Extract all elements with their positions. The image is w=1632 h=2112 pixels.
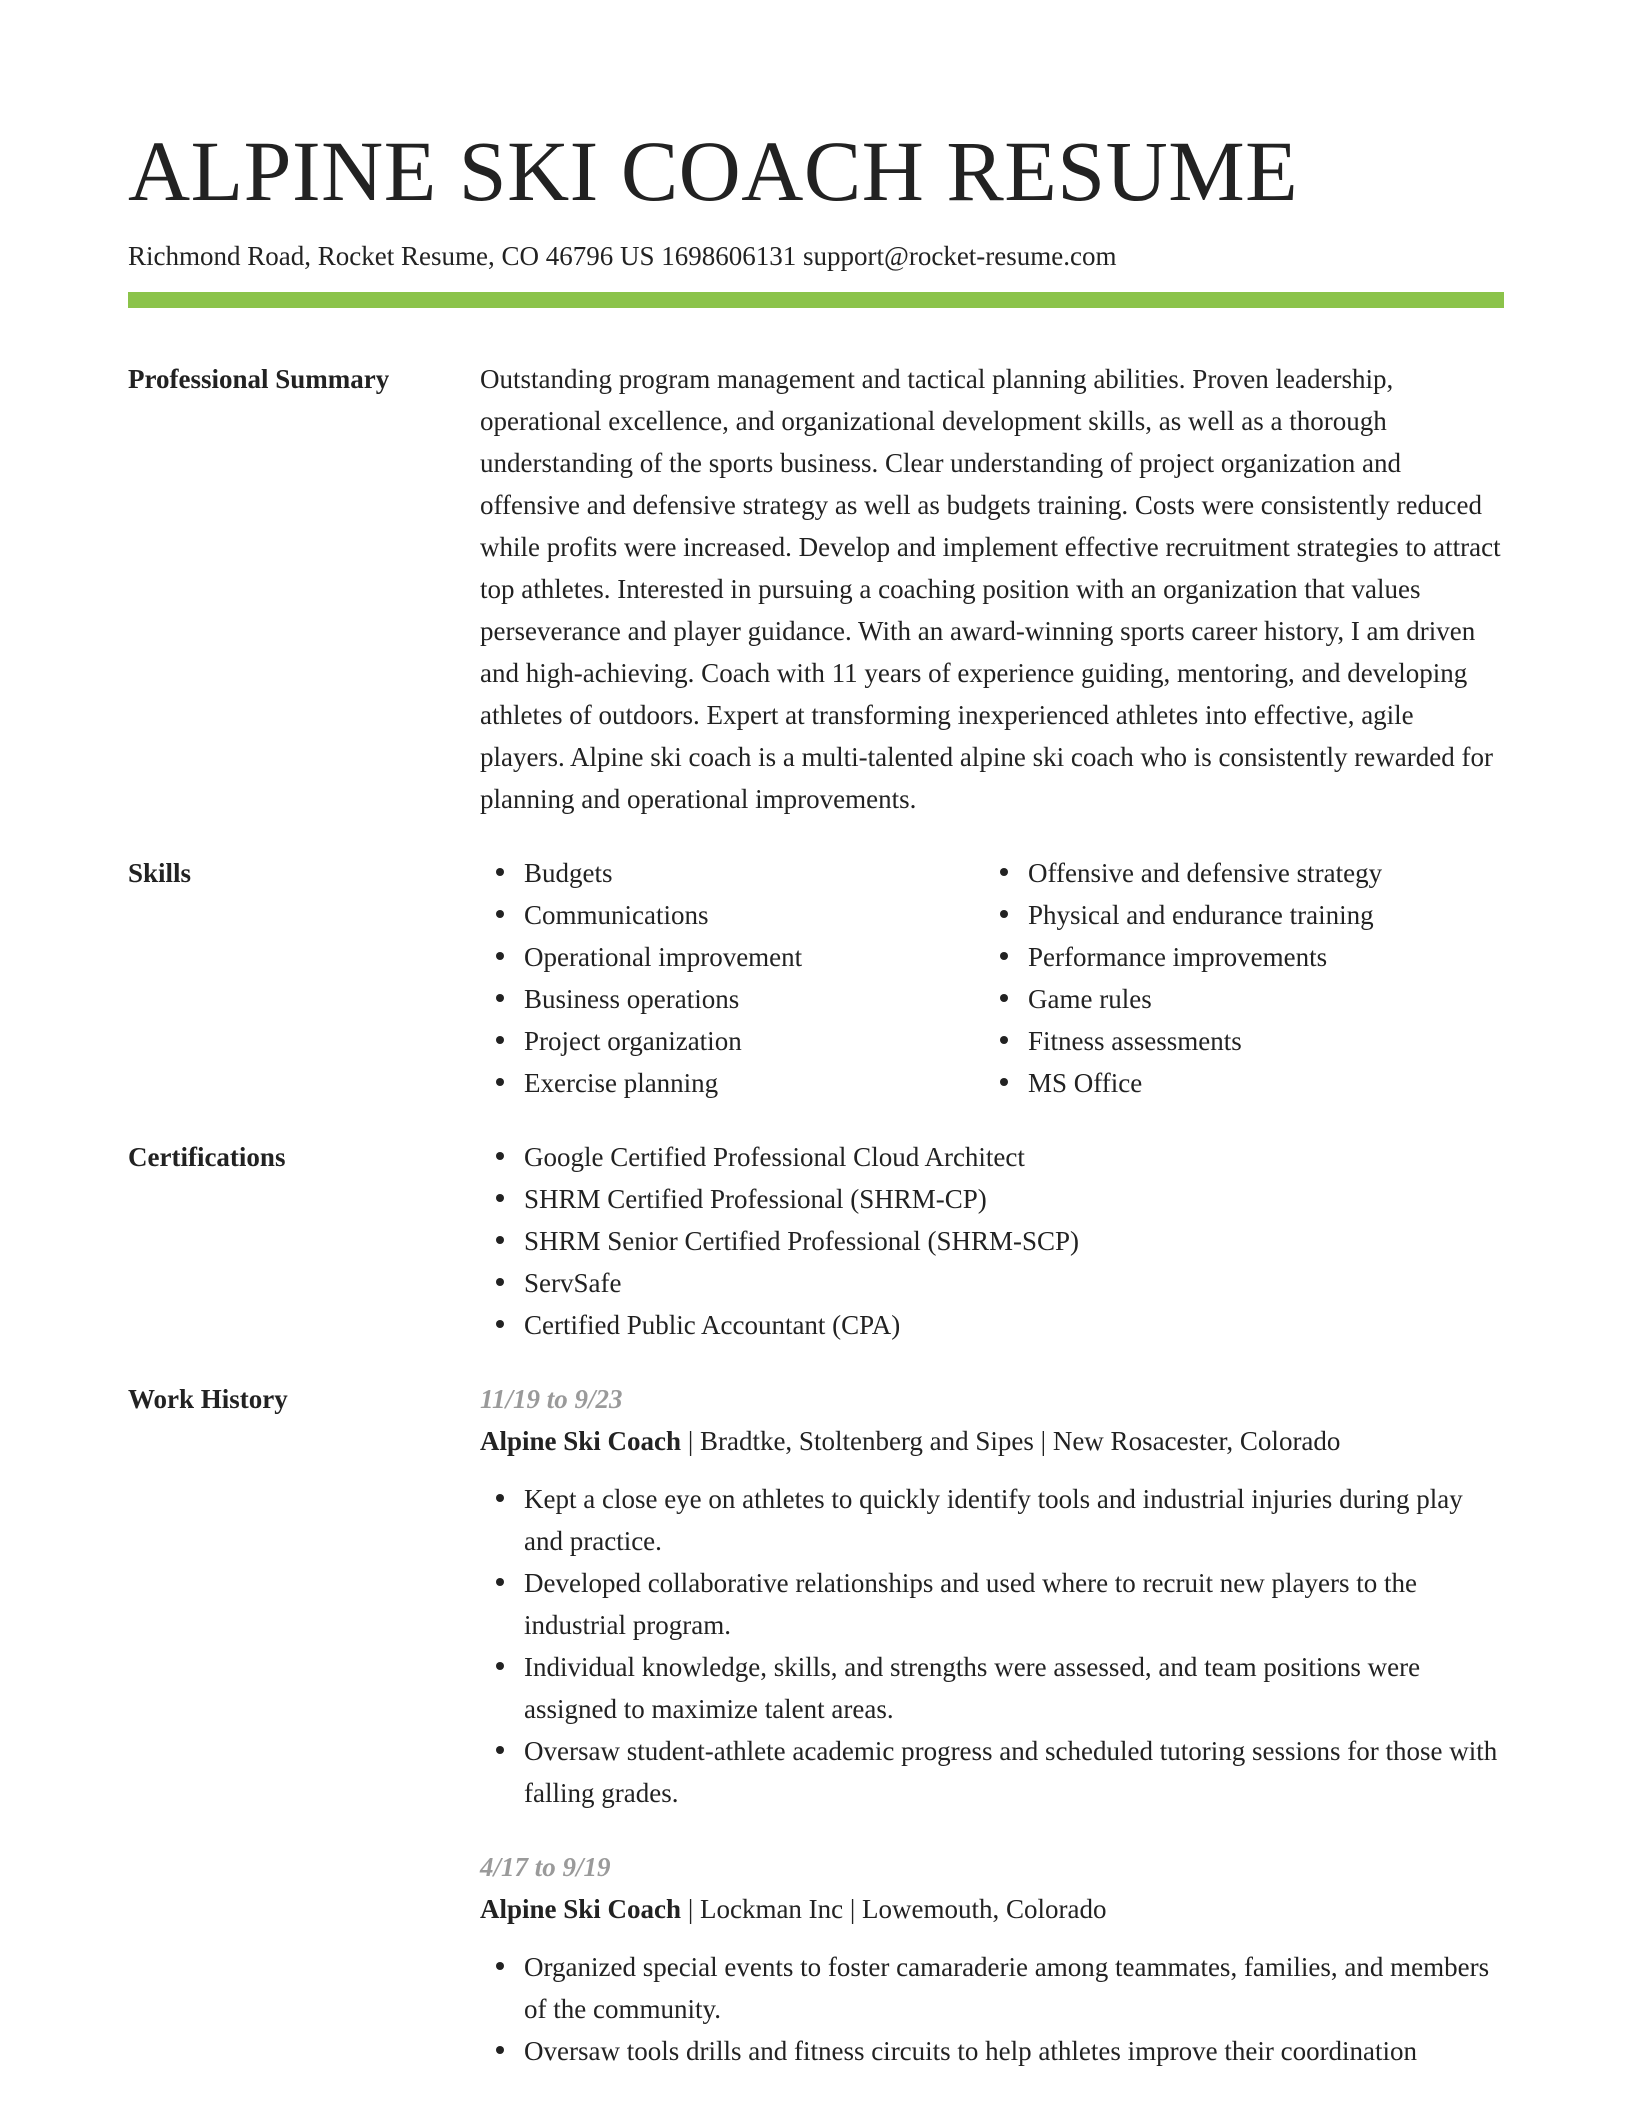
job-heading (480, 1888, 1504, 1930)
job-bullet: Individual knowledge, skills, and strengths were assessed, and team positions were assigned to maximize talent areas. (524, 1646, 1504, 1730)
skill-item: Budgets (524, 852, 984, 894)
work-history-body (480, 1378, 1504, 2072)
certifications-section (128, 1136, 1504, 1346)
skill-item: MS Office (1028, 1062, 1488, 1104)
skills-column-right (984, 852, 1488, 1104)
skill-item: Performance improvements (1028, 936, 1488, 978)
summary-section (128, 358, 1504, 820)
job-bullet: Oversaw student-athlete academic progress and scheduled tutoring sessions for those with falling grades. (524, 1730, 1504, 1814)
skill-item: Fitness assessments (1028, 1020, 1488, 1062)
skill-item: Exercise planning (524, 1062, 984, 1104)
skill-item: Offensive and defensive strategy (1028, 852, 1488, 894)
skill-item: Game rules (1028, 978, 1488, 1020)
summary-body (480, 358, 1504, 820)
job-bullet: Oversaw tools drills and fitness circuits to help athletes improve their coordination (524, 2030, 1504, 2072)
job-dates: 4/17 to 9/19 (480, 1852, 611, 1882)
certification-item: Certified Public Accountant (CPA) (524, 1304, 1504, 1346)
skills-list-left (480, 852, 984, 1104)
job-dates: 11/19 to 9/23 (480, 1384, 623, 1414)
skill-item: Physical and endurance training (1028, 894, 1488, 936)
skill-item: Project organization (524, 1020, 984, 1062)
skills-list-right (984, 852, 1488, 1104)
header-divider (128, 292, 1504, 308)
skills-section (128, 852, 1504, 1104)
skill-item: Business operations (524, 978, 984, 1020)
resume-page (128, 0, 1504, 2072)
skill-item: Operational improvement (524, 936, 984, 978)
job-entry (480, 1846, 1504, 2072)
job-bullet: Organized special events to foster camaraderie among teammates, families, and members of the community. (524, 1946, 1504, 2030)
summary-heading: Professional Summary (128, 364, 390, 394)
certifications-body (480, 1136, 1504, 1346)
job-bullets (480, 1946, 1504, 2072)
skills-columns (480, 852, 1504, 1104)
job-title: Alpine Ski Coach (480, 1894, 682, 1924)
skill-item: Communications (524, 894, 984, 936)
certification-item: ServSafe (524, 1262, 1504, 1304)
work-history-heading: Work History (128, 1384, 288, 1414)
skills-heading: Skills (128, 858, 192, 888)
job-heading (480, 1420, 1504, 1462)
skills-body (480, 852, 1504, 1104)
certifications-list (480, 1136, 1504, 1346)
job-bullet: Kept a close eye on athletes to quickly identify tools and industrial injuries during play and practice. (524, 1478, 1504, 1562)
skills-column-left (480, 852, 984, 1104)
resume-title: ALPINE SKI COACH RESUME (128, 123, 1299, 219)
job-title: Alpine Ski Coach (480, 1426, 682, 1456)
job-bullet: Developed collaborative relationships and used where to recruit new players to the industrial program. (524, 1562, 1504, 1646)
job-entry (480, 1378, 1504, 1814)
summary-text: Outstanding program management and tactical planning abilities. Proven leadership, operational excellence, and organizational development skills, as well as a thorough understanding of the sports business. Clear understanding of project organization and offensive and defensive strategy as well as budgets training. Costs were consistently reduced while profits were increased. Develop and implement effective recruitment strategies to attract top athletes. Interested in pursuing a coaching position with an organization that values perseverance and player guidance. With an award-winning sports career history, I am driven and high-achieving. Coach with 11 years of experience guiding, mentoring, and developing athletes of outdoors. Expert at transforming inexperienced athletes into effective, agile players. Alpine ski coach is a multi-talented alpine ski coach who is consistently rewarded for planning and operational improvements. (480, 364, 1501, 814)
job-details: | Bradtke, Stoltenberg and Sipes | New Rosacester, Colorado (681, 1426, 1341, 1456)
certifications-heading: Certifications (128, 1142, 286, 1172)
contact-line: Richmond Road, Rocket Resume, CO 46796 US 1698606131 support@rocket-resume.com (128, 241, 1117, 271)
certification-item: SHRM Certified Professional (SHRM-CP) (524, 1178, 1504, 1220)
job-details: | Lockman Inc | Lowemouth, Colorado (681, 1894, 1107, 1924)
job-bullets (480, 1478, 1504, 1814)
certification-item: Google Certified Professional Cloud Architect (524, 1136, 1504, 1178)
work-history-section (128, 1378, 1504, 2072)
certification-item: SHRM Senior Certified Professional (SHRM-SCP) (524, 1220, 1504, 1262)
